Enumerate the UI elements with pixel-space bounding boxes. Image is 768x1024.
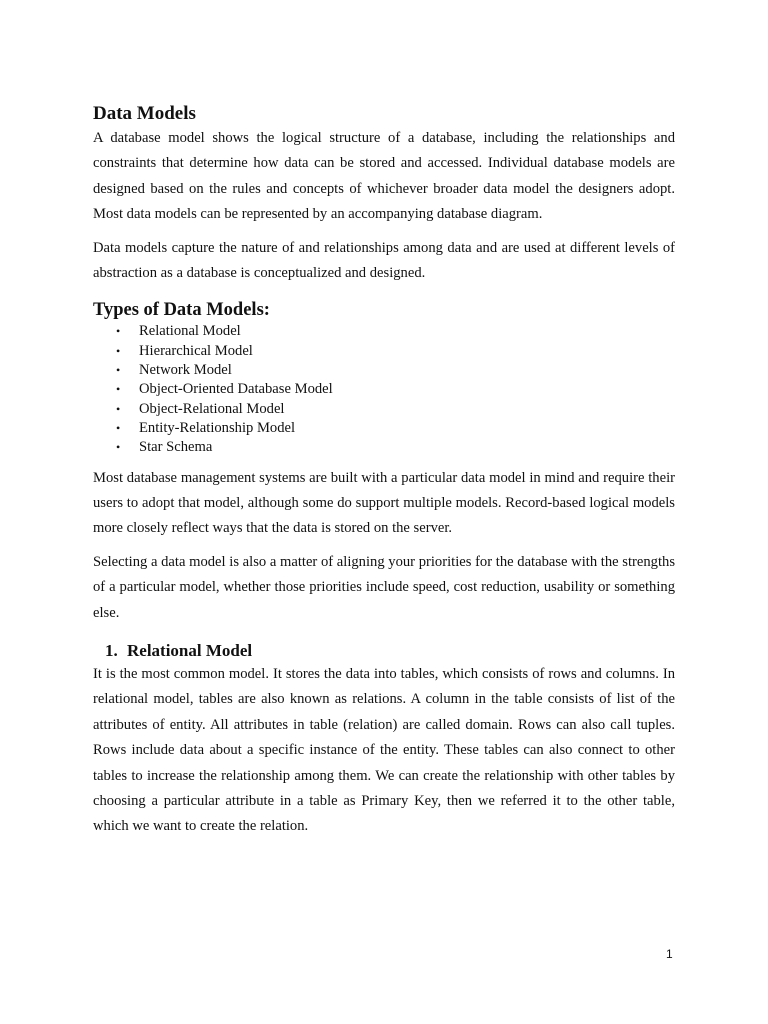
relational-paragraph: It is the most common model. It stores the data into tables, which consists of rows and columns. In relational model, tables are also known as relations. A column in the table consists of list of the attributes of entity. All attributes in table (relation) are called domain. Rows can also call tuples. Rows include data about a specific instance of the entity. These tables can also connect to other tables to increase the relationship among them. We can create the relationship with other tables by choosing a particular attribute in a table as Primary Key, then we referred it to the other table, which we want to create the relation. [93,665,675,835]
list-item-label: Network Model [139,362,232,379]
types-paragraph-3: Most database management systems are built with a particular data model in mind and require their users to adopt that model, although some do support multiple models. Record-based logical models more closely reflect ways that the data is stored on the server. [93,469,675,537]
bullet-icon: • [116,420,121,435]
types-heading: Types of Data Models: [93,300,270,321]
intro-paragraph-2: Data models capture the nature of and relationships among data and are used at different levels of abstraction as a database is conceptualized and designed. [93,239,675,282]
bullet-icon: • [116,343,121,358]
bullet-icon: • [116,382,121,397]
list-item-label: Star Schema [139,439,213,456]
bullet-icon: • [116,363,121,378]
list-item [116,342,675,361]
bullet-icon: • [116,324,121,339]
relational-number: 1. [105,640,118,660]
list-item-label: Entity-Relationship Model [139,419,296,436]
types-list [93,322,675,457]
list-item-label: Relational Model [139,323,241,340]
relational-heading-label: Relational Model [127,640,253,660]
list-item-label: Object-Oriented Database Model [139,381,333,398]
list-item [116,419,675,438]
intro-paragraph-1: A database model shows the logical structure of a database, including the relationships and constraints that determine how data can be stored and accessed. Individual database models are designed based on the rules and concepts of whichever broader data model the designers adopt. Most data models can be represented by an accompanying database diagram. [93,130,675,223]
document-page [93,102,675,840]
list-item [116,400,675,419]
document-title: Data Models [93,103,196,124]
page-number: 1 [666,947,673,961]
list-item [116,438,675,457]
bullet-icon: • [116,440,121,455]
types-paragraph-4: Selecting a data model is also a matter of aligning your priorities for the database with the strengths of a particular model, whether those priorities include speed, cost reduction, usability or something else. [93,553,675,621]
relational-heading [93,640,675,662]
list-item-label: Object-Relational Model [139,400,285,417]
list-item [116,361,675,380]
list-item [116,322,675,341]
list-item-label: Hierarchical Model [139,342,253,359]
list-item [116,380,675,399]
bullet-icon: • [116,401,121,416]
